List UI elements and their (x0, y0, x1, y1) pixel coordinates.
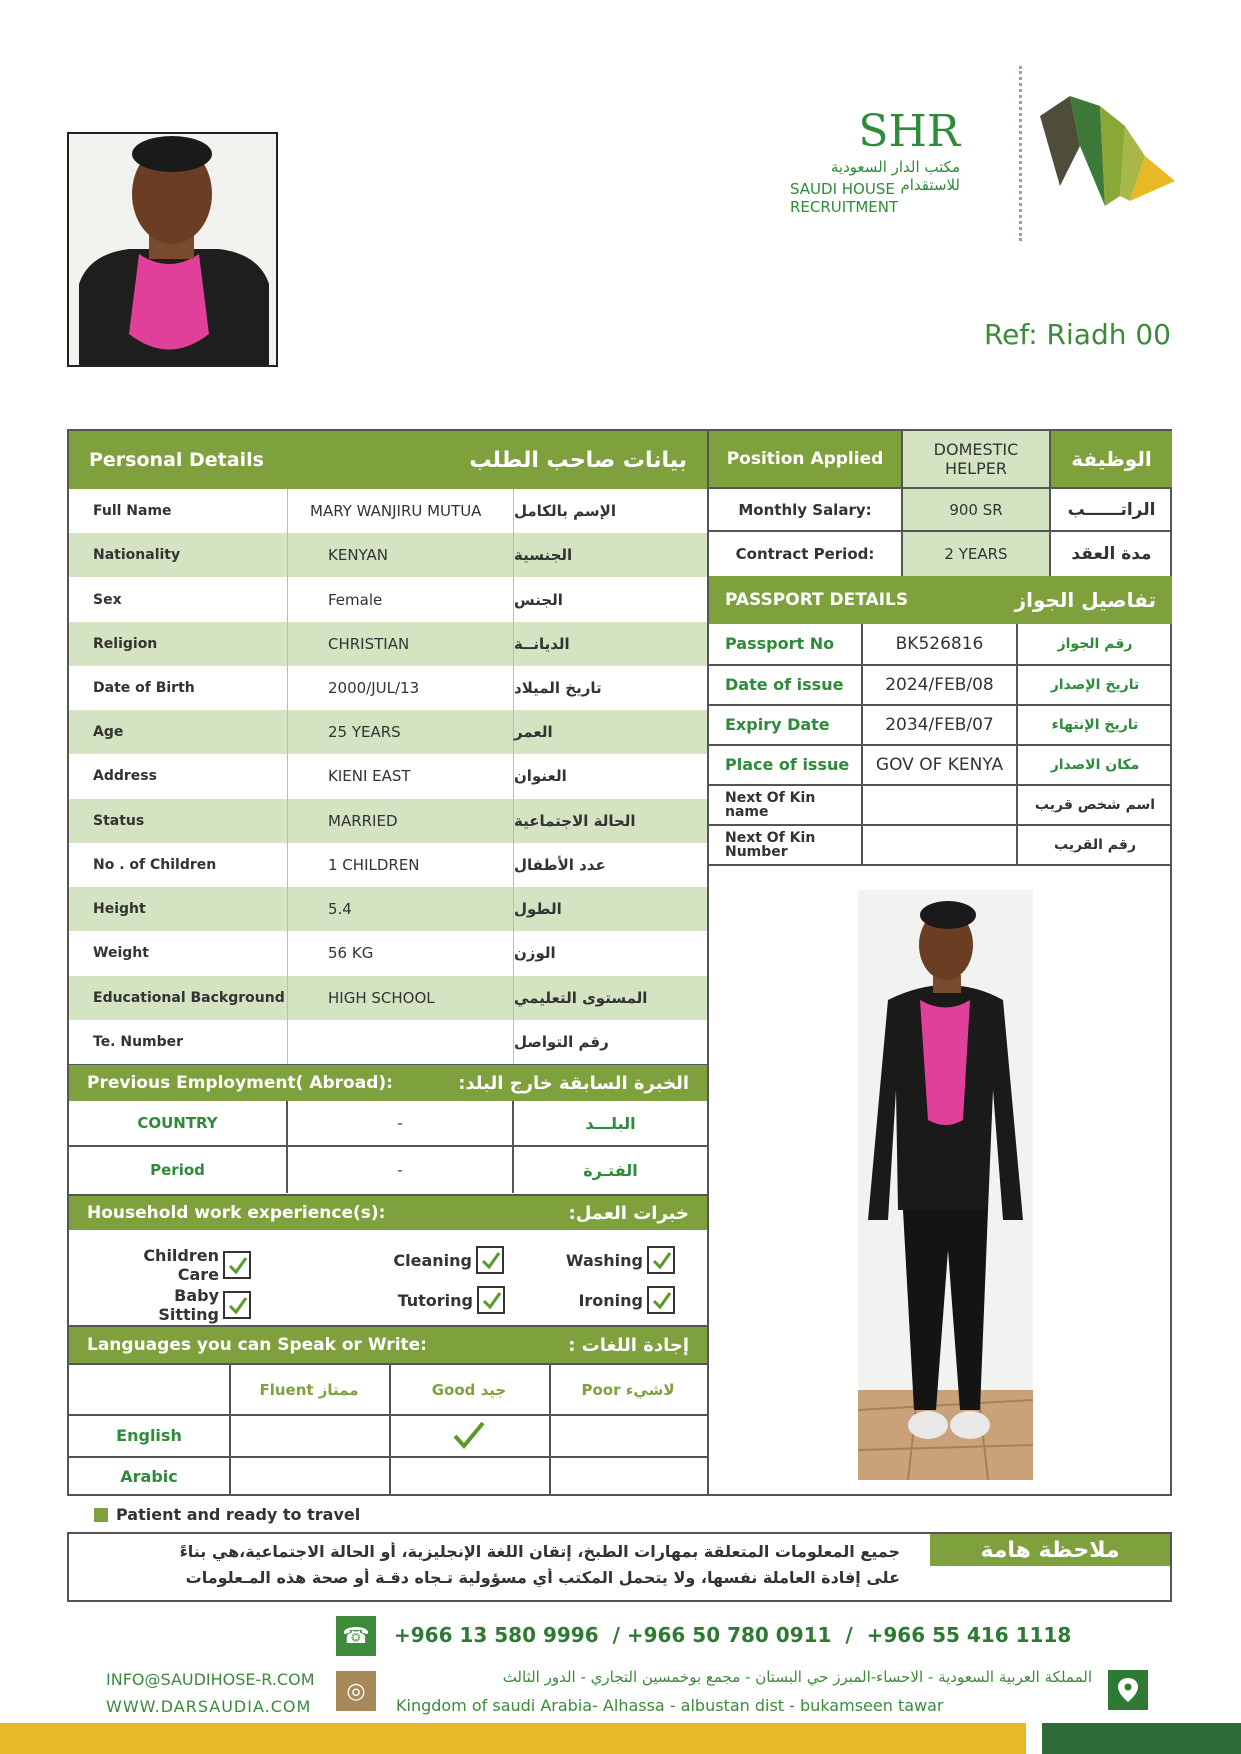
salary-row (709, 489, 1172, 532)
passport-value: BK526816 (863, 624, 1018, 664)
checkmark-icon (651, 1289, 673, 1311)
reference-number: Ref: Riadh 00 (983, 318, 1171, 351)
passport-label-en: Date of issue (709, 666, 863, 704)
passport-rows (709, 624, 1172, 874)
personal-label-ar: العنوان (514, 767, 567, 786)
personal-label-ar: الجنسية (514, 546, 573, 565)
note-title: ملاحظة هامة (930, 1534, 1170, 1566)
footer-bar-yellow (0, 1723, 1026, 1754)
languages-title-ar: إجادة اللغات : (568, 1334, 689, 1356)
salary-label: Monthly Salary: (709, 489, 903, 530)
email-text: INFO@SAUDIHOSE-R.COM (106, 1670, 315, 1689)
personal-value: KIENI EAST (288, 754, 514, 798)
personal-label-ar: الإسم بالكامل (514, 502, 616, 521)
household-item (521, 1246, 675, 1274)
phone-icon: ☎ (336, 1616, 376, 1656)
main-table (67, 429, 1172, 1496)
previous-title-ar: الخبرة السابقة خارج البلد: (458, 1072, 689, 1094)
personal-label-en: Religion (69, 622, 288, 666)
passport-row (709, 706, 1172, 746)
passport-label-ar: تاريخ الإنتهاء (1051, 717, 1139, 733)
household-item (97, 1246, 251, 1284)
household-item (349, 1286, 505, 1314)
personal-label-ar: الوزن (514, 944, 556, 963)
photo-portrait (67, 132, 278, 367)
passport-label-en: Passport No (709, 624, 863, 664)
personal-value: 5.4 (288, 887, 514, 931)
language-name: English (116, 1425, 182, 1445)
country-label-ar: البلـــد (585, 1113, 636, 1133)
personal-title-ar: بيانات صاحب الطلب (469, 447, 687, 473)
passport-value (863, 826, 1018, 864)
personal-row (69, 976, 707, 1020)
position-label: Position Applied (709, 431, 903, 487)
household-item-label: Cleaning (393, 1250, 472, 1270)
personal-label-ar: عدد الأطفال (514, 855, 606, 874)
note-bullet-text: Patient and ready to travel (116, 1505, 361, 1524)
previous-period-row (69, 1147, 707, 1193)
location-pin-icon (1108, 1670, 1148, 1710)
personal-value: MARY WANJIRU MUTUA (288, 489, 514, 533)
square-bullet-icon (94, 1508, 108, 1522)
personal-row (69, 577, 707, 621)
passport-row (709, 826, 1172, 866)
logo-text-en: SAUDI HOUSE RECRUITMENT (790, 180, 899, 216)
personal-row (69, 887, 707, 931)
previous-title-en: Previous Employment( Abroad): (87, 1073, 393, 1093)
position-label-ar: الوظيفة (1051, 431, 1172, 487)
personal-label-en: Sex (69, 577, 288, 621)
personal-label-en: Weight (69, 931, 288, 975)
note-line-2: على إفادة العاملة نفسها، ولا يتحمل المكتب أي مسؤولية تـجاه دقـة أو صحة هذه المـعلومات (185, 1568, 900, 1587)
passport-value: GOV OF KENYA (863, 746, 1018, 784)
personal-row (69, 666, 707, 710)
passport-label-ar: مكان الاصدار (1050, 757, 1140, 773)
personal-row (69, 1020, 707, 1064)
personal-row (69, 710, 707, 754)
checkmark-icon (389, 1414, 549, 1456)
personal-label-en: Educational Background (69, 976, 288, 1020)
personal-value: CHRISTIAN (288, 622, 514, 666)
personal-row (69, 754, 707, 798)
period-value: - (288, 1147, 514, 1193)
passport-label-en: Next Of Kin name (709, 786, 863, 824)
previous-country-row (69, 1101, 707, 1147)
personal-label-ar: تاريخ الميلاد (514, 679, 602, 698)
period-label: Period (69, 1147, 288, 1193)
phone-numbers: +966 13 580 9996 / +966 50 780 0911 / +966 55 416 1118 (394, 1623, 1072, 1647)
country-value: - (288, 1101, 514, 1145)
globe-icon: ◎ (336, 1671, 376, 1711)
passport-label-en: Place of issue (709, 746, 863, 784)
footer-bar-green (1042, 1723, 1241, 1754)
personal-label-en: Date of Birth (69, 666, 288, 710)
personal-section (69, 431, 709, 1496)
note-line-1: جميع المعلومات المتعلقة بمهارات الطبخ، إتقان اللغة الإنجليزية، أو الحالة الاجتماعية،هي بناءً (179, 1542, 900, 1561)
saudi-map-icon (1030, 86, 1180, 221)
passport-row (709, 746, 1172, 786)
passport-label-ar: تاريخ الإصدار (1050, 677, 1140, 693)
personal-label-en: Address (69, 754, 288, 798)
checkbox[interactable] (477, 1286, 505, 1314)
personal-header (69, 431, 707, 489)
languages-title-en: Languages you can Speak or Write: (87, 1335, 427, 1355)
personal-row (69, 622, 707, 666)
personal-row (69, 489, 707, 533)
household-items (69, 1230, 707, 1327)
household-item (342, 1246, 504, 1274)
personal-label-ar: الحالة الاجتماعية (514, 811, 636, 830)
checkmark-icon (651, 1249, 673, 1271)
country-label: COUNTRY (69, 1101, 288, 1145)
photo-full-body (858, 890, 1033, 1480)
personal-value (288, 1020, 514, 1064)
position-value: DOMESTIC HELPER (903, 431, 1051, 487)
period-label-ar: الفتـرة (583, 1160, 638, 1180)
passport-row (709, 666, 1172, 706)
checkbox[interactable] (647, 1286, 675, 1314)
language-level-header: Fluent ممتاز (259, 1380, 359, 1399)
previous-rows (69, 1101, 707, 1194)
household-item-label: Ironing (578, 1290, 643, 1310)
website-text: WWW.DARSAUDIA.COM (106, 1697, 312, 1716)
household-item-label: Children Care (143, 1246, 219, 1284)
passport-title-ar: تفاصيل الجواز (1014, 588, 1156, 612)
checkbox[interactable] (223, 1251, 251, 1279)
household-title-en: Household work experience(s): (87, 1203, 386, 1223)
languages-table (69, 1363, 707, 1496)
personal-label-en: Age (69, 710, 288, 754)
personal-row (69, 843, 707, 887)
passport-label-ar: اسم شخص قريب (1034, 797, 1156, 813)
checkmark-icon (480, 1249, 502, 1271)
personal-label-ar: المستوى التعليمي (514, 988, 648, 1007)
salary-value: 900 SR (903, 489, 1051, 530)
personal-value: 1 CHILDREN (288, 843, 514, 887)
passport-header (709, 576, 1172, 624)
household-item-label: Washing (565, 1250, 643, 1270)
note-bullet (94, 1505, 360, 1524)
personal-row (69, 533, 707, 577)
passport-value: 2034/FEB/07 (863, 706, 1018, 744)
household-title-ar: خبرات العمل: (568, 1202, 689, 1224)
salary-label-ar: الراتــــــب (1067, 499, 1156, 520)
personal-label-en: Full Name (69, 489, 288, 533)
position-section (709, 431, 1172, 1496)
personal-label-ar: رقم التواصل (514, 1032, 609, 1051)
address-en: Kingdom of saudi Arabia- Alhassa - albustan dist - bukamseen tawar (396, 1696, 944, 1715)
personal-value: MARRIED (288, 799, 514, 843)
position-row (709, 431, 1172, 489)
personal-value: Female (288, 577, 514, 621)
note-box (67, 1532, 1172, 1602)
personal-value: 25 YEARS (288, 710, 514, 754)
contract-label-ar: مدة العقد (1071, 544, 1152, 564)
passport-row (709, 786, 1172, 826)
personal-title-en: Personal Details (89, 449, 264, 471)
passport-label-en: Next Of Kin Number (709, 826, 863, 864)
household-item-label: Baby Sitting (158, 1286, 219, 1324)
checkbox[interactable] (476, 1246, 504, 1274)
household-item (109, 1286, 251, 1324)
checkmark-icon (227, 1254, 249, 1276)
checkbox[interactable] (223, 1291, 251, 1319)
personal-label-en: Te. Number (69, 1020, 288, 1064)
personal-label-en: Nationality (69, 533, 288, 577)
logo-text-ar: مكتب الدار السعودية للاستقدام (830, 158, 960, 194)
language-name: Arabic (120, 1466, 178, 1486)
household-header (69, 1194, 707, 1230)
contract-label: Contract Period: (709, 532, 903, 576)
personal-value: 56 KG (288, 931, 514, 975)
household-item (532, 1286, 675, 1314)
personal-label-en: No . of Children (69, 843, 288, 887)
personal-value: 2000/JUL/13 (288, 666, 514, 710)
languages-header (69, 1327, 707, 1363)
personal-label-ar: الجنس (514, 590, 563, 609)
passport-value (863, 786, 1018, 824)
previous-header (69, 1065, 707, 1101)
personal-label-en: Height (69, 887, 288, 931)
personal-row (69, 931, 707, 975)
address-ar: المملكة العربية السعودية - الاحساء-المبرز حي البستان - مجمع بوخمسين التجاري - الدور الثالث (502, 1668, 1092, 1686)
passport-label-en: Expiry Date (709, 706, 863, 744)
passport-value: 2024/FEB/08 (863, 666, 1018, 704)
personal-label-ar: الديانــة (514, 634, 570, 653)
logo (790, 66, 1180, 241)
language-level-header: Good جيد (431, 1380, 507, 1399)
contract-value: 2 YEARS (903, 532, 1051, 576)
personal-row (69, 799, 707, 843)
personal-value: HIGH SCHOOL (288, 976, 514, 1020)
personal-label-ar: الطول (514, 900, 562, 919)
personal-label-ar: العمر (514, 723, 553, 742)
logo-divider (1019, 66, 1022, 241)
checkbox[interactable] (647, 1246, 675, 1274)
contract-row (709, 532, 1172, 576)
passport-row (709, 624, 1172, 666)
checkmark-icon (481, 1289, 503, 1311)
personal-rows (69, 489, 707, 1064)
passport-title-en: PASSPORT DETAILS (725, 590, 909, 610)
personal-label-en: Status (69, 799, 288, 843)
checkmark-icon (227, 1294, 249, 1316)
passport-label-ar: رقم القريب (1054, 837, 1136, 853)
language-level-header: Poor لاشيء (581, 1380, 675, 1399)
household-item-label: Tutoring (397, 1290, 473, 1310)
passport-label-ar: رقم الجواز (1057, 636, 1133, 652)
logo-mark: SHR (858, 106, 960, 157)
personal-value: KENYAN (288, 533, 514, 577)
